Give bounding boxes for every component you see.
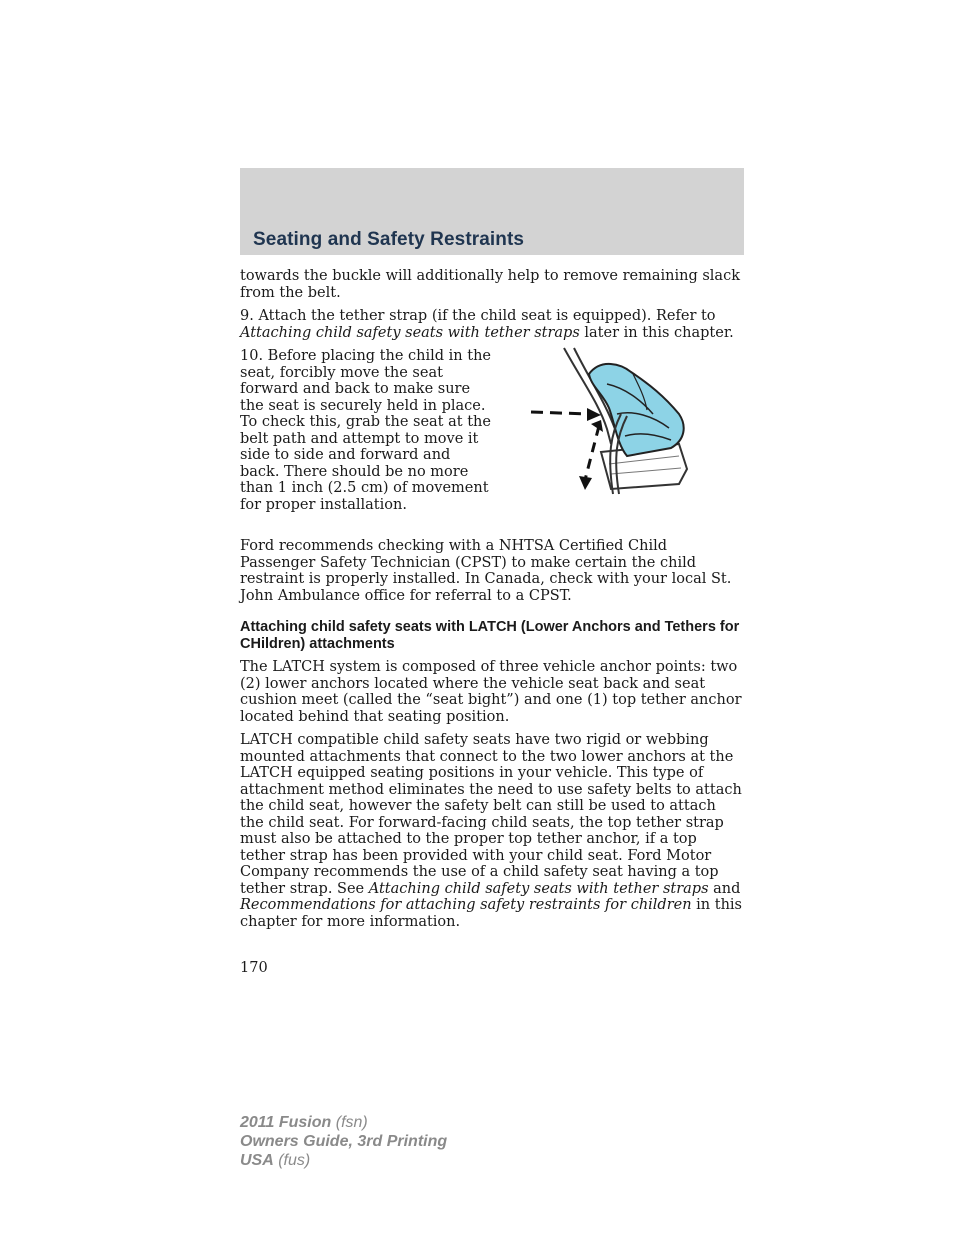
cross-reference: Attaching child safety seats with tether straps (368, 880, 709, 897)
paragraph-step-9: 9. Attach the tether strap (if the child seat is equipped). Refer to Attaching child safety seats with tether straps later in this chapter. (240, 308, 734, 341)
paragraph-continued: towards the buckle will additionally help to remove remaining slack from the belt. (240, 268, 740, 301)
cross-reference: Recommendations for attaching safety restraints for children (240, 897, 692, 913)
section-title: Seating and Safety Restraints (253, 229, 525, 250)
step-10-block (240, 348, 744, 513)
paragraph-latch-system: The LATCH system is composed of three vehicle anchor points: two (2) lower anchors located where the vehicle seat back and seat cushion meet (called the “seat bight”) and one (1) top tether anchor located behind that seating position. (240, 659, 742, 725)
paragraph-latch-compatible: LATCH compatible child safety seats have two rigid or webbing mounted attachments that connect to the two lower anchors at the LATCH equipped seating positions in your vehicle. This type of attachment method eliminates the need to use safety belts to attach the child seat, however the safety belt can still be used to attach the child seat. For forward-facing child seats, the top tether strap must also be attached to the proper top tether anchor, if a top tether strap has been provided with your child seat. Ford Motor Company recommends the use of a child safety seat having a top tether strap. See Attaching child safety seats with tether straps and Recommendations for attaching safety restraints for children in this chapter for more information. (240, 732, 743, 930)
page-number: 170 (240, 960, 268, 976)
page-content (240, 268, 744, 937)
section-subheading: Attaching child safety seats with LATCH (Lower Anchors and Tethers for CHildren) attachments (240, 619, 740, 652)
document-footer: 2011 Fusion (fsn) Owners Guide, 3rd Printing USA (fus) (240, 1114, 448, 1169)
cross-reference: Attaching child safety seats with tether straps (240, 324, 580, 341)
section-header-band (240, 168, 744, 255)
paragraph-cpst: Ford recommends checking with a NHTSA Certified Child Passenger Safety Technician (CPST) to make certain the child restraint is properly installed. In Canada, check with your local St. John Ambulance office for referral to a CPST. (240, 538, 732, 604)
child-seat-illustration (529, 344, 699, 504)
paragraph-step-10: 10. Before placing the child in the seat, forcibly move the seat forward and back to make sure the seat is securely held in place. To check this, grab the seat at the belt path and attempt to move it side to side and forward and back. There should be no more than 1 inch (2.5 cm) of movement for proper installation. (240, 348, 491, 513)
